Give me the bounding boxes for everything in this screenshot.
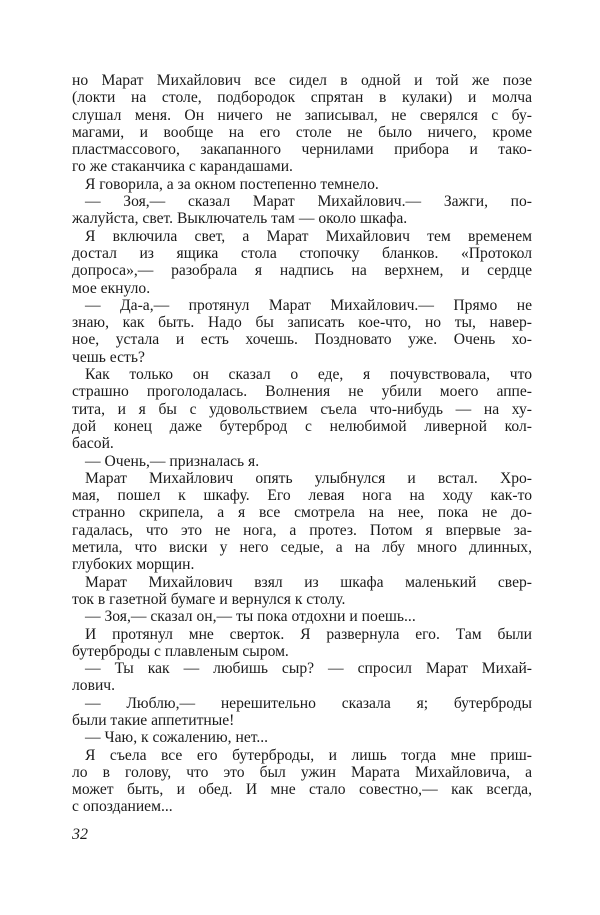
page-body: [72, 72, 532, 816]
text-line: И протянул мне сверток. Я развернула его. Там были: [85, 625, 532, 643]
text-line: но Марат Михайлович все сидел в одной и той же позе: [72, 72, 532, 89]
text-line: басой.: [72, 435, 114, 453]
text-line: — Люблю,— нерешительно сказала я; бутерброды: [85, 694, 532, 712]
text-line: достал из ящика стола стопочку бланков. «Протокол: [72, 244, 532, 262]
text-line: метила, что виски у него седые, а на лбу много длинных,: [72, 539, 532, 557]
text-line: — Очень,— призналась я.: [85, 452, 260, 470]
text-line: с опозданием...: [72, 798, 173, 816]
text-line: чешь есть?: [72, 348, 145, 366]
text-line: магами, и вообще на его столе не было ничего, кроме: [72, 123, 532, 141]
text-line: — Чаю, к сожалению, нет...: [85, 729, 269, 747]
text-line: го же стаканчика с карандашами.: [72, 158, 293, 176]
text-line: ное, устала и есть хочешь. Поздновато уже. Очень хо-: [72, 331, 532, 349]
text-line: — Ты как — любишь сыр? — спросил Марат Михай-: [85, 660, 532, 678]
text-line: слушал меня. Он ничего не записывал, не сверялся с бу-: [72, 106, 532, 124]
text-line: ло в голову, что это был ужин Марата Михайловича, а: [72, 763, 532, 781]
text-line: — Зоя,— сказал Марат Михайлович.— Зажги, по-: [85, 193, 532, 211]
text-line: были такие аппетитные!: [72, 711, 235, 729]
text-line: — Зоя,— сказал он,— ты пока отдохни и поешь...: [85, 608, 416, 626]
text-line: допроса»,— разобрала я надпись на верхнем, и сердце: [72, 262, 532, 280]
text-line: лович.: [72, 677, 116, 695]
text-line: знаю, как быть. Надо бы записать кое-что, но ты, навер-: [72, 314, 532, 332]
text-line: гадалась, что это не нога, а протез. Потом я впервые за-: [72, 521, 532, 539]
text-line: Я включила свет, а Марат Михайлович тем временем: [85, 227, 532, 245]
text-line: странно скрипела, а я все смотрела на нее, пока не до-: [72, 504, 532, 522]
text-line: Я съела все его бутерброды, и лишь тогда мне приш-: [85, 746, 532, 764]
text-line: может быть, и обед. И мне стало совестно,— как всегда,: [72, 781, 532, 799]
text-line: Марат Михайлович опять улыбнулся и встал. Хро-: [85, 469, 532, 487]
text-line: жалуйста, свет. Выключатель там — около шкафа.: [72, 210, 408, 228]
text-line: мое екнуло.: [72, 279, 151, 297]
text-line: бутерброды с плавленым сыром.: [72, 642, 289, 660]
text-line: пластмассового, закапанного чернилами прибора и тако-: [72, 141, 532, 159]
text-line: — Да-а,— протянул Марат Михайлович.— Прямо не: [85, 296, 532, 314]
page-number: 32: [72, 826, 88, 843]
text-line: Как только он сказал о еде, я почувствовала, что: [85, 366, 532, 384]
text-line: дой конец даже бутерброд с нелюбимой ливерной кол-: [72, 417, 532, 435]
text-line: (локти на столе, подбородок спрятан в кулаки) и молча: [72, 89, 532, 107]
text-line: глубоких морщин.: [72, 556, 195, 574]
text-line: Марат Михайлович взял из шкафа маленький свер-: [85, 573, 532, 591]
text-line: страшно проголодалась. Волнения не убили моего аппе-: [72, 383, 532, 401]
text-line: мая, пошел к шкафу. Его левая нога на ходу как-то: [72, 487, 532, 505]
text-line: Я говорила, а за окном постепенно темнело.: [85, 175, 379, 193]
text-line: тита, и я бы с удовольствием съела что-нибудь — на ху-: [72, 400, 532, 418]
text-line: ток в газетной бумаге и вернулся к столу.: [72, 590, 346, 608]
